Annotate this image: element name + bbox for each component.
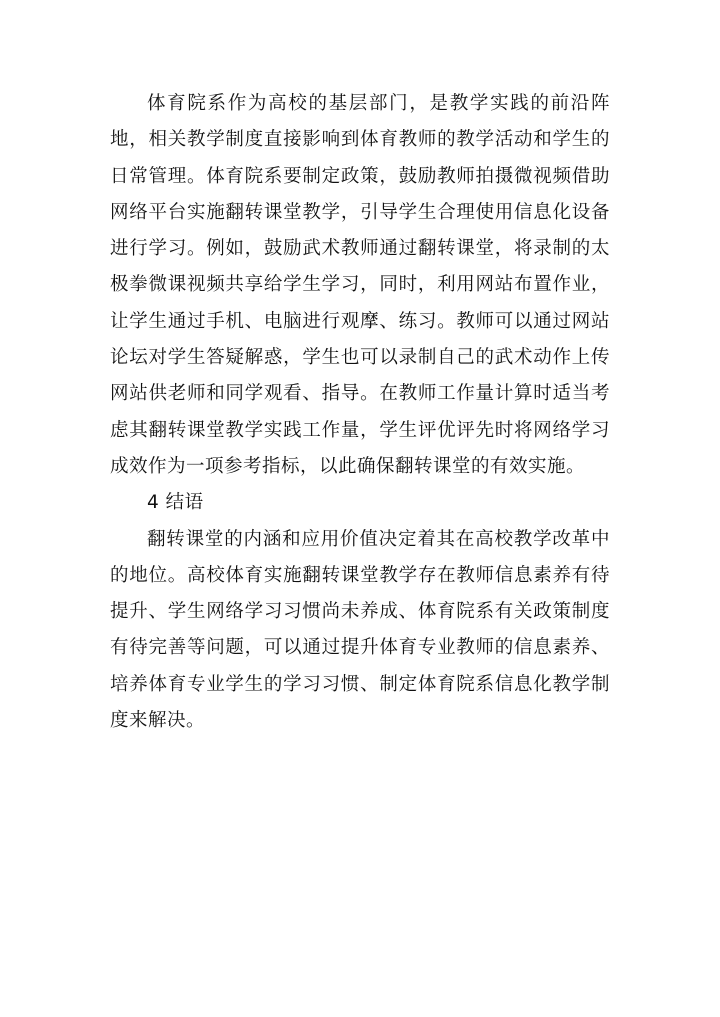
document-body [110,86,610,739]
paragraph-conclusion: 翻转课堂的内涵和应用价值决定着其在高校教学改革中的地位。高校体育实施翻转课堂教学存在教师信息素养有待提升、学生网络学习习惯尚未养成、体育院系有关政策制度有待完善等问题，可以通过提升体育专业教师的信息素养、培养体育专业学生的学习习惯、制定体育院系信息化教学制度来解决。 [110,528,610,732]
paragraph-policy: 体育院系作为高校的基层部门，是教学实践的前沿阵地，相关教学制度直接影响到体育教师的教学活动和学生的日常管理。体育院系要制定政策，鼓励教师拍摄微视频借助网络平台实施翻转课堂教学，引导学生合理使用信息化设备进行学习。例如，鼓励武术教师通过翻转课堂，将录制的太极拳微课视频共享给学生学习，同时，利用网站布置作业，让学生通过手机、电脑进行观摩、练习。教师可以通过网站论坛对学生答疑解惑，学生也可以录制自己的武术动作上传网站供老师和同学观看、指导。在教师工作量计算时适当考虑其翻转课堂教学实践工作量，学生评优评先时将网络学习成效作为一项参考指标，以此确保翻转课堂的有效实施。 [110,93,610,477]
section-heading-conclusion: 4 结语 [147,492,204,514]
